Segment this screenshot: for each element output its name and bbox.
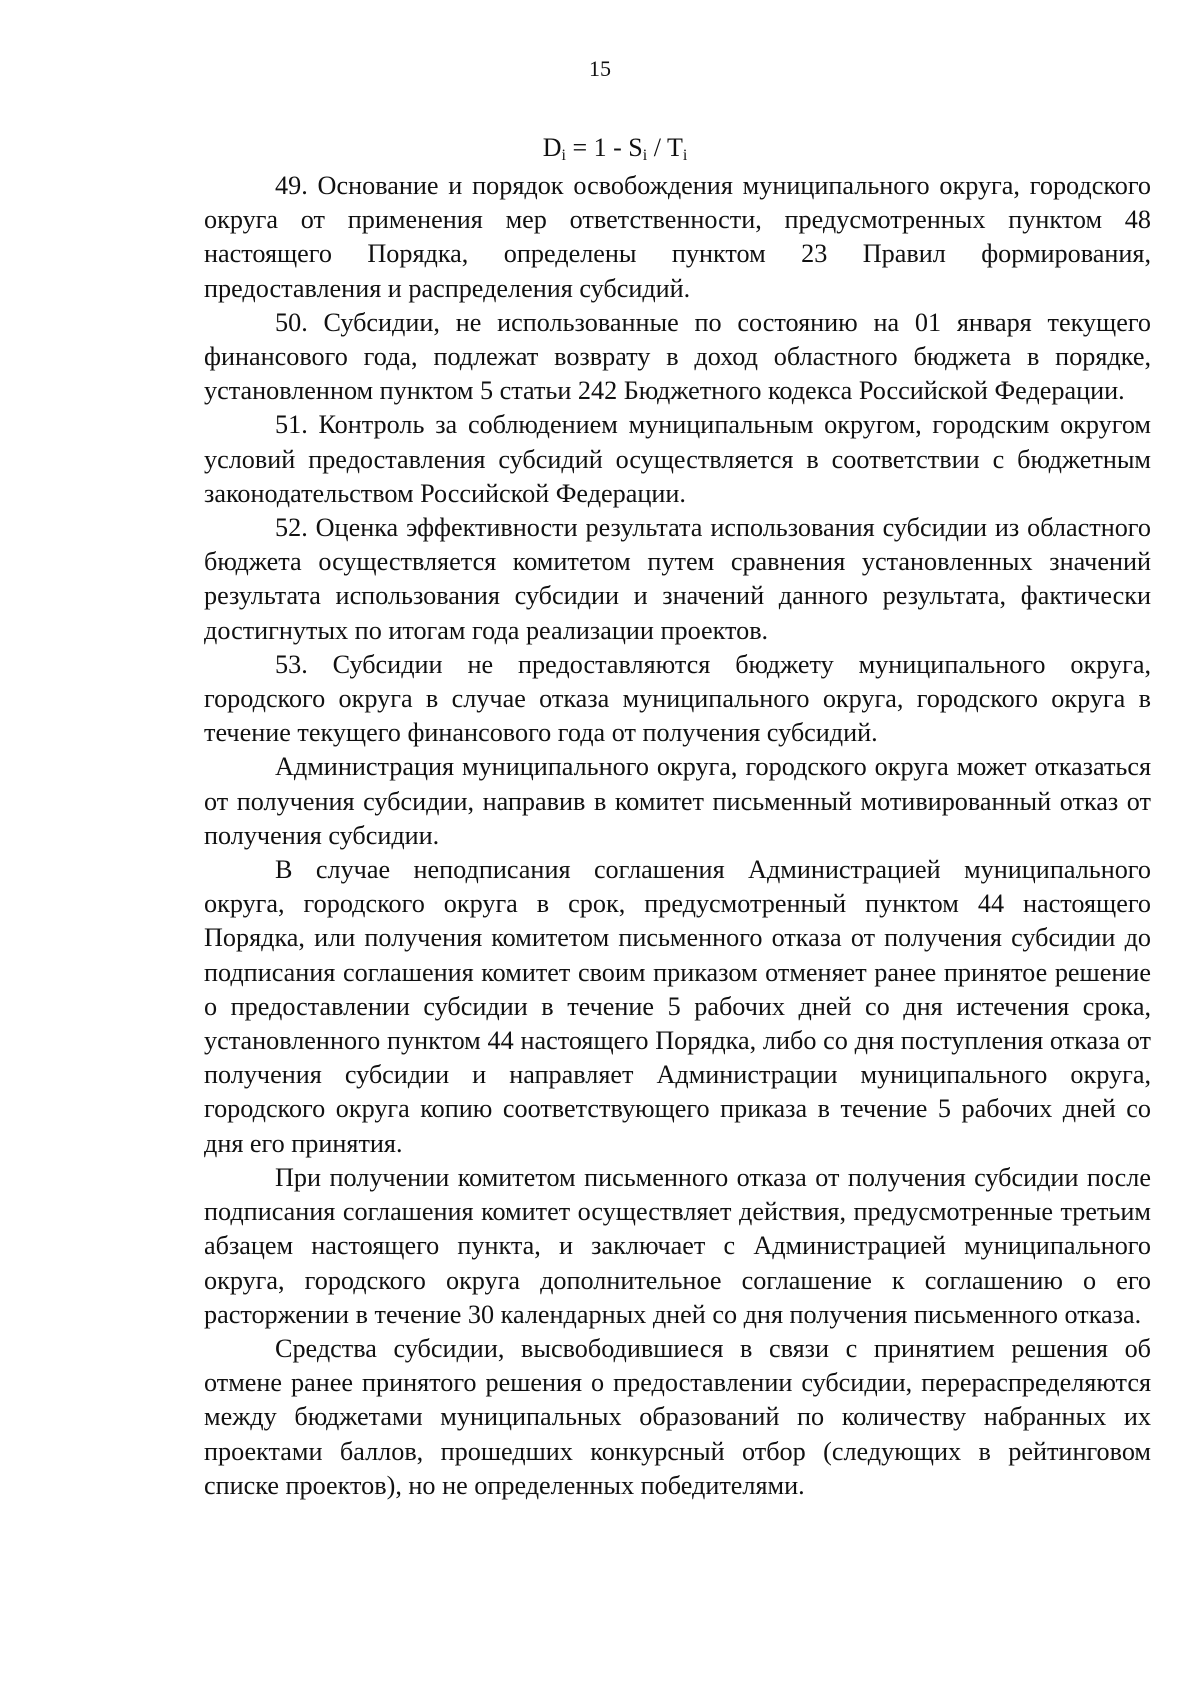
formula xyxy=(0,131,1200,165)
formula-equals: = 1 - xyxy=(565,133,629,162)
formula-d-subscript: i xyxy=(561,147,566,164)
paragraph-49: 49. Основание и порядок освобождения муниципального округа, городского округа от применения мер ответственности, предусмотренных пунктом 48 настоящего Порядка, определены пунктом 23 Правил формирования, предоставления и распределения субсидий. xyxy=(204,171,1151,303)
paragraph-53-after-signing: При получении комитетом письменного отказа от получения субсидии после подписания соглашения комитет осуществляет действия, предусмотренные третьим абзацем настоящего пункта, и заключает с Администрацией муниципального округа, городского округа дополнительное соглашение к соглашению о его расторжении в течение 30 календарных дней со дня получения письменного отказа. xyxy=(204,1162,1151,1329)
paragraph-52: 52. Оценка эффективности результата использования субсидии из областного бюджета осуществляется комитетом путем сравнения установленных значений результата использования субсидии и значений данного результата, фактически достигнутых по итогам года реализации проектов. xyxy=(204,513,1151,645)
document-body xyxy=(204,169,1151,1503)
paragraph-53: 53. Субсидии не предоставляются бюджету муниципального округа, городского округа в случае отказа муниципального округа, городского округа в течение текущего финансового года от получения субсидий. xyxy=(204,649,1151,748)
formula-slash: / xyxy=(647,133,667,162)
formula-d: D xyxy=(542,133,562,162)
formula-s-subscript: i xyxy=(642,147,648,164)
paragraph-53-redistribution: Средства субсидии, высвободившиеся в связи с принятием решения об отмене ранее принятого решения о предоставлении субсидии, перераспределяются между бюджетами муниципальных образований по количеству набранных их проектами баллов, прошедших конкурсный отбор (следующих в рейтинговом списке проектов), но не определенных победителями. xyxy=(204,1333,1151,1500)
paragraph-53-non-signing: В случае неподписания соглашения Администрацией муниципального округа, городского округа в срок, предусмотренный пунктом 44 настоящего Порядка, или получения комитетом письменного отказа от получения субсидии до подписания соглашения комитет своим приказом отменяет ранее принятое решение о предоставлении субсидии в течение 5 рабочих дней со дня истечения срока, установленного пунктом 44 настоящего Порядка, либо со дня поступления отказа от получения субсидии и направляет Администрации муниципального округа, городского округа копию соответствующего приказа в течение 5 рабочих дней со дня его принятия. xyxy=(204,855,1151,1158)
formula-t-subscript: i xyxy=(682,147,688,164)
paragraph-53-refusal: Администрация муниципального округа, городского округа может отказаться от получения субсидии, направив в комитет письменный мотивированный отказ от получения субсидии. xyxy=(204,752,1151,850)
formula-t: T xyxy=(666,133,683,162)
page-number: 15 xyxy=(589,56,611,81)
paragraph-50: 50. Субсидии, не использованные по состоянию на 01 января текущего финансового года, подлежат возврату в доход областного бюджета в порядке, установленном пунктом 5 статьи 242 Бюджетного кодекса Российской Федерации. xyxy=(204,307,1151,406)
formula-s: S xyxy=(628,133,643,162)
paragraph-51: 51. Контроль за соблюдением муниципальным округом, городским округом условий предоставления субсидий осуществляется в соответствии с бюджетным законодательством Российской Федерации. xyxy=(204,410,1151,508)
